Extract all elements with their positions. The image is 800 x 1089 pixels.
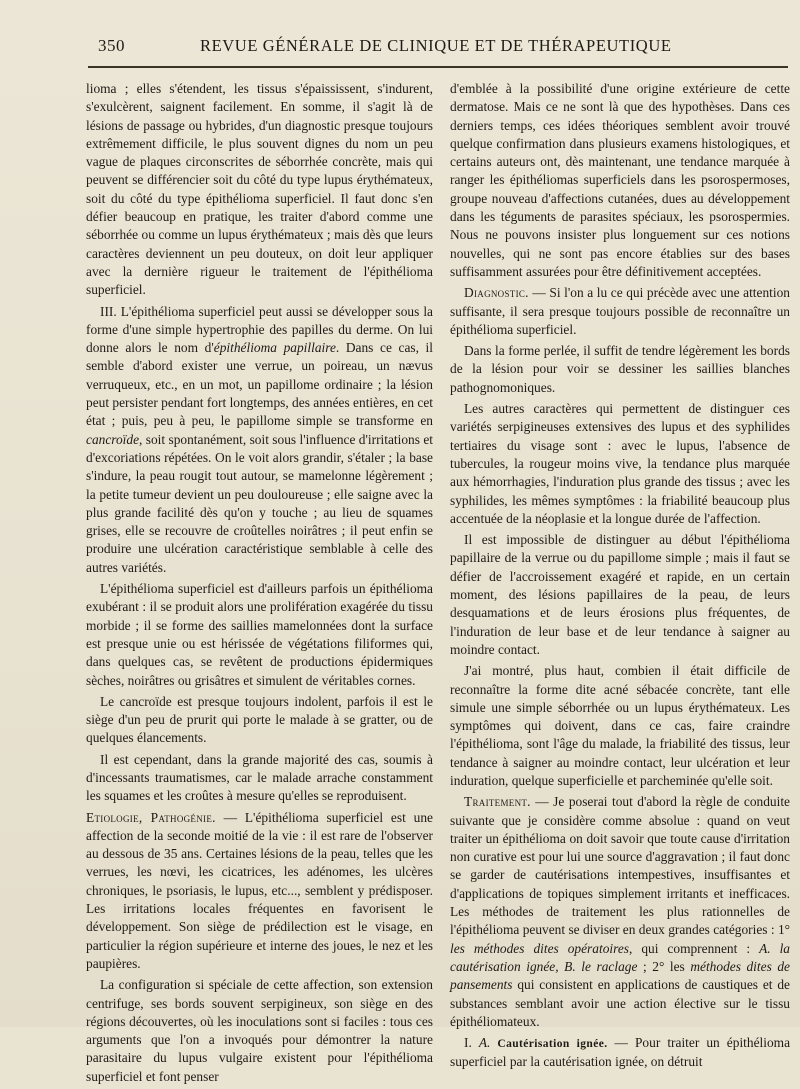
paragraph — [86, 303, 433, 577]
paragraph: lioma ; elles s'étendent, les tissus s'épaississent, s'indurent, s'exulcèrent, saignent facilement. En somme, il s'agit là de lésions de passage ou hybrides, d'un diagnostic presque toujours extrêmement difficile, le plus souvent dignes du nom un peu vague de plaques circonscrites de séborrhée concrète, mais qui peuvent se différencier soit du côté du type lupus érythémateux, soit du côté du type épithélioma superficiel. Il faut donc s'en défier beaucoup en pratique, les traiter d'abord comme une séborrhée ou comme un lupus érythémateux ; mais dès que leurs caractères deviennent un peu douteux, on doit leur appliquer avec la dernière rigueur le traitement de l'épithélioma superficiel. — [86, 81, 433, 298]
paragraph: L'épithélioma superficiel est d'ailleurs parfois un épithélioma exubérant : il se produit alors une prolifération exagérée du tissu morbide ; il se forme des saillies mamelonnées dont la surface est presque unie ou est hérissée de végétations filiformes qui, dans quelques cas, se revêtent de productions épidermiques sèches, noirâtres ou grisâtres et simulent de véritables cornes. — [86, 581, 433, 688]
paragraph: d'emblée à la possibilité d'une origine extérieure de cette dermatose. Mais ce ne sont là que des hypothèses. Dans ces derniers temps, ces idées théoriques semblent avoir trouvé quelque confirmation dans plusieurs examens histologiques, et certains auteurs ont, dès maintenant, une tendance marquée à ranger les épithéliomas superficiels dans les psorospermoses, groupe nouveau d'affections cutanées, dues au développement dans les téguments de parasites spéciaux, les psorospermies. Nous ne pouvons insister plus longuement sur ces notions nouvelles, qui ne sont pas encore établies sur des bases suffisamment assurées pour être définitivement acceptées. — [450, 81, 790, 279]
right-column — [450, 80, 790, 1075]
paragraph — [86, 809, 433, 974]
paragraph — [450, 284, 790, 339]
method-italic: A. la cautérisation ignée, B. le raclage — [450, 940, 791, 974]
paragraph: J'ai montré, plus haut, combien il était difficile de reconnaître la forme dite acné sébacée concrète, tant elle simule une simple séborrhée ou un lupus érythémateux. Les symptômes qui doivent, dans ce cas, faire craindre l'épithélioma, sont l'âge du malade, la friabilité des tissus, leur tendance à saigner au moindre contact, leur ulcération et leur induration, quelque superficielle et parcheminée qu'elle soit. — [450, 663, 790, 788]
running-head: REVUE GÉNÉRALE DE CLINIQUE ET DE THÉRAPEUTIQUE — [200, 36, 672, 55]
text-run: , soit spontanément, soit sous l'influence d'irritations et d'excoriations répétées. On le voit alors grandir, s'étaler ; la base s'indure, la peau rougit tout autour, se mamelonne légèrement ; la petite tumeur devient un peu douloureuse ; elle saigne avec la plus grande facilité dès qu'on y touche ; au lieu de squames grises, elle se recouvre de croûtelles noirâtres ; il peut enfin se produire une ulcération caractéristique semblable à celle des autres variétés. — [86, 431, 433, 575]
paragraph: Il est impossible de distinguer au début l'épithélioma papillaire de la verrue ou du papillome simple ; mais il faut se défier de l'accroissement exagéré et rapide, en un certain moment, des lésions papillaires de la peau, de leurs desquamations et de leurs érosions plus fréquentes, de l'induration de leur base et de leur tendance à saigner au moindre contact. — [450, 532, 790, 657]
term-italic: épithélioma papillaire — [213, 340, 336, 356]
section-label: Traitement. — [464, 794, 531, 810]
section-label: Diagnostic. — [464, 285, 529, 301]
section-letter: A. — [478, 1035, 491, 1051]
paragraph — [450, 793, 790, 1031]
paragraph: Les autres caractères qui permettent de distinguer ces variétés serpigineuses extensives des lupus et des syphilides tertiaires du visage sont : avec le lupus, l'absence de tubercules, la rougeur moins vive, la tendance plus marquée aux hémorrhagies, l'induration plus grande des tissus ; avec les syphilides, les mêmes symptômes : la friabilité beaucoup plus accentuée de la néoplasie et la longue durée de l'affection. — [450, 401, 790, 526]
term-italic: cancroïde — [86, 431, 140, 447]
method-italic: les méthodes dites opératoires — [450, 940, 629, 956]
text-run: — Pour traiter un épithélioma superficiel par la cautérisation ignée, on détruit — [450, 1035, 791, 1070]
paragraph: La configuration si spéciale de cette affection, son extension centrifuge, ses bords souvent serpigineux, son siège en des régions découvertes, où les inoculations sont si faciles : tous ces arguments que l'on a invoqués pour démontrer la nature parasitaire du lupus vulgaire existent pour l'épithélioma superficiel et font penser — [86, 977, 433, 1084]
left-column — [86, 80, 433, 1089]
paragraph: Dans la forme perlée, il suffit de tendre légèrement les bords de la lésion pour voir se dessiner les saillies blanches pathognomoniques. — [450, 343, 790, 395]
text-run: qui consistent en applications de caustiques et de substances semblant avoir une action élective sur le tissu épithéliomateux. — [450, 977, 790, 1029]
text-run: — Je poserai tout d'abord la règle de conduite suivante que je considère comme absolue : quand on veut traiter un épithélioma on doit savoir que toute cause d'irritation non curative est pour lui une source d'aggravation ; il faut donc se garder de cautérisations intempestives, insuffisantes et d'applications de topiques simplement irritants et inefficaces. Les méthodes de traitement les plus rationnelles de l'épithélioma peuvent se diviser en deux grandes catégories : 1° — [450, 794, 790, 938]
page-number: 350 — [98, 36, 125, 55]
header-rule — [88, 66, 788, 68]
section-label: Etiologie, Pathogénie. — [86, 809, 216, 825]
section-number: I. — [464, 1035, 479, 1051]
text-run: — Si l'on a lu ce qui précède avec une attention suffisante, il sera presque toujours possible de reconnaître un épithélioma superficiel. — [450, 285, 790, 337]
paragraph: Il est cependant, dans la grande majorité des cas, soumis à d'incessants traumatismes, car le malade arrache constamment les squames et les croûtes à mesure qu'elles se reproduisent. — [86, 751, 433, 804]
text-run: , qui comprennent : — [628, 940, 760, 956]
method-italic: méthodes dites de pansements — [450, 958, 790, 993]
text-run: III. L'épithélioma superficiel peut aussi se développer sous la forme d'une simple hypertrophie des papilles du derme. On lui donne alors le nom d' — [86, 303, 433, 356]
text-run: ; 2° les — [637, 958, 691, 974]
text-run: — L'épithélioma superficiel est une affection de la seconde moitié de la vie : il est rare de l'observer au dessous de 35 ans. Certaines lésions de la peau, telles que les verrues, les nœvi, les cicatrices, les adénomes, les ulcères chroniques, le psoriasis, le lupus, etc..., semblent y prédisposer. Les irritations locales fréquentes en favorisent le développement. Son siège de prédilection est le visage, en particulier la région supérieure et interne des joues, le nez et les paupières. — [86, 809, 433, 971]
paragraph — [450, 1034, 790, 1072]
page-header — [88, 30, 788, 58]
text-run: . Dans ce cas, il semble d'abord exister une verrue, un poireau, un nævus verruqueux, etc., en un mot, un papillome ordinaire ; la lésion peut persister pendant fort longtemps, des années entières, en cet état ; puis, peu à peu, le papillome simple se transforme en — [86, 340, 433, 429]
subsection-label: Cautérisation ignée. — [490, 1038, 608, 1051]
paragraph: Le cancroïde est presque toujours indolent, parfois il est le siège d'un peu de prurit qui porte le malade à se gratter, ou de quelques élancements. — [86, 693, 433, 746]
